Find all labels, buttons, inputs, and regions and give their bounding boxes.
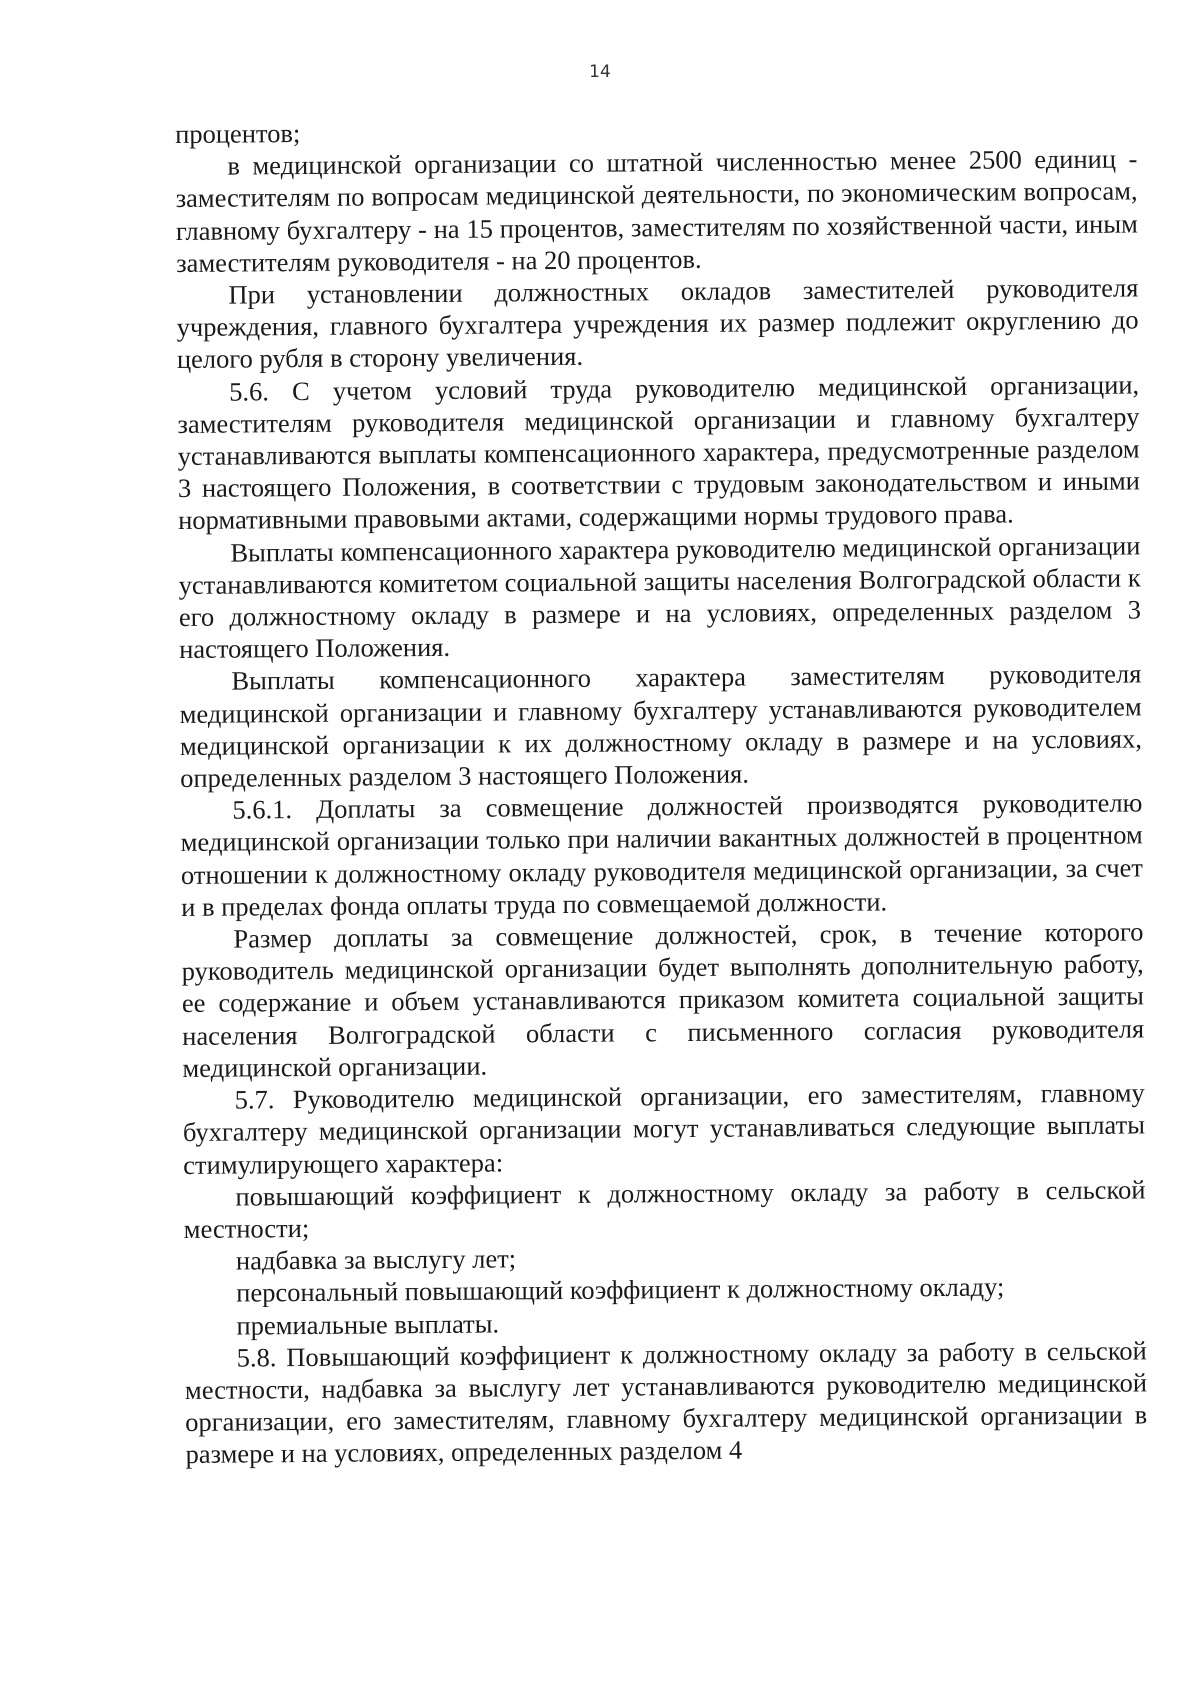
paragraph-staff-under-2500: в медицинской организации со штатной численностью менее 2500 единиц - заместителям по вопросам медицинской деятельности, по экономическим вопросам, главному бухгалтеру - на 15 процентов, заместителям по хозяйственной части, иным заместителям руководителя - на 20 процентов. xyxy=(175,143,1138,278)
paragraph-combination-size: Размер доплаты за совмещение должностей, срок, в течение которого руководитель медицинской организации будет выполнять дополнительную работу, ее содержание и объем устанавливаются приказом комитета социальной защиты населения Волгоградской области с письменного согласия руководителя медицинской организации. xyxy=(181,916,1145,1083)
paragraph-5-6-1: 5.6.1. Доплаты за совмещение должностей производятся руководителю медицинской организации только при наличии вакантных должностей в процентном отношении к должностному окладу руководителя медицинской организации, за счет и в пределах фонда оплаты труда по совмещаемой должности. xyxy=(180,787,1144,922)
page-number: 14 xyxy=(589,62,611,82)
document-body xyxy=(175,110,1148,1470)
paragraph-5-7: 5.7. Руководителю медицинской организации, его заместителям, главному бухгалтеру медицинской организации могут устанавливаться следующие выплаты стимулирующего характера: xyxy=(182,1077,1146,1180)
list-item-personal-coefficient: персональный повышающий коэффициент к должностному окладу; xyxy=(236,1271,1005,1308)
paragraph-continuation: процентов; xyxy=(175,118,301,149)
paragraph-compensation-deputies: Выплаты компенсационного характера заместителям руководителя медицинской организации и главному бухгалтеру устанавливаются руководителем медицинской организации к их должностному окладу в размере и на условиях, определенных разделом 3 настоящего Положения. xyxy=(179,658,1143,794)
paragraph-5-6: 5.6. С учетом условий труда руководителю медицинской организации, заместителям руководителя медицинской организации и главному бухгалтеру устанавливаются выплаты компенсационного характера, предусмотренные разделом 3 настоящего Положения, в соответствии с трудовым законодательством и иными нормативными правовыми актами, содержащими нормы трудового права. xyxy=(177,369,1140,536)
paragraph-salary-rounding: При установлении должностных окладов заместителей руководителя учреждения, главного бухгалтера учреждения их размер подлежит округлению до целого рубля в сторону увеличения. xyxy=(176,272,1139,375)
paragraph-compensation-head: Выплаты компенсационного характера руководителю медицинской организации устанавливаются комитетом социальной защиты населения Волгоградской области к его должностному окладу в размере и на условиях, определенных разделом 3 настоящего Положения. xyxy=(178,530,1142,665)
paragraph-5-8: 5.8. Повышающий коэффициент к должностному окладу за работу в сельской местности, надбавка за выслугу лет устанавливаются руководителю медицинской организации, его заместителям, главному бухгалтеру медицинской организации в размере и на условиях, определенных разделом 4 xyxy=(184,1335,1148,1470)
list-item-bonus-payments: премиальные выплаты. xyxy=(236,1308,500,1341)
list-item-seniority-bonus: надбавка за выслугу лет; xyxy=(235,1243,517,1276)
list-item-rural-coefficient: повышающий коэффициент к должностному окладу за работу в сельской местности; xyxy=(183,1174,1146,1244)
